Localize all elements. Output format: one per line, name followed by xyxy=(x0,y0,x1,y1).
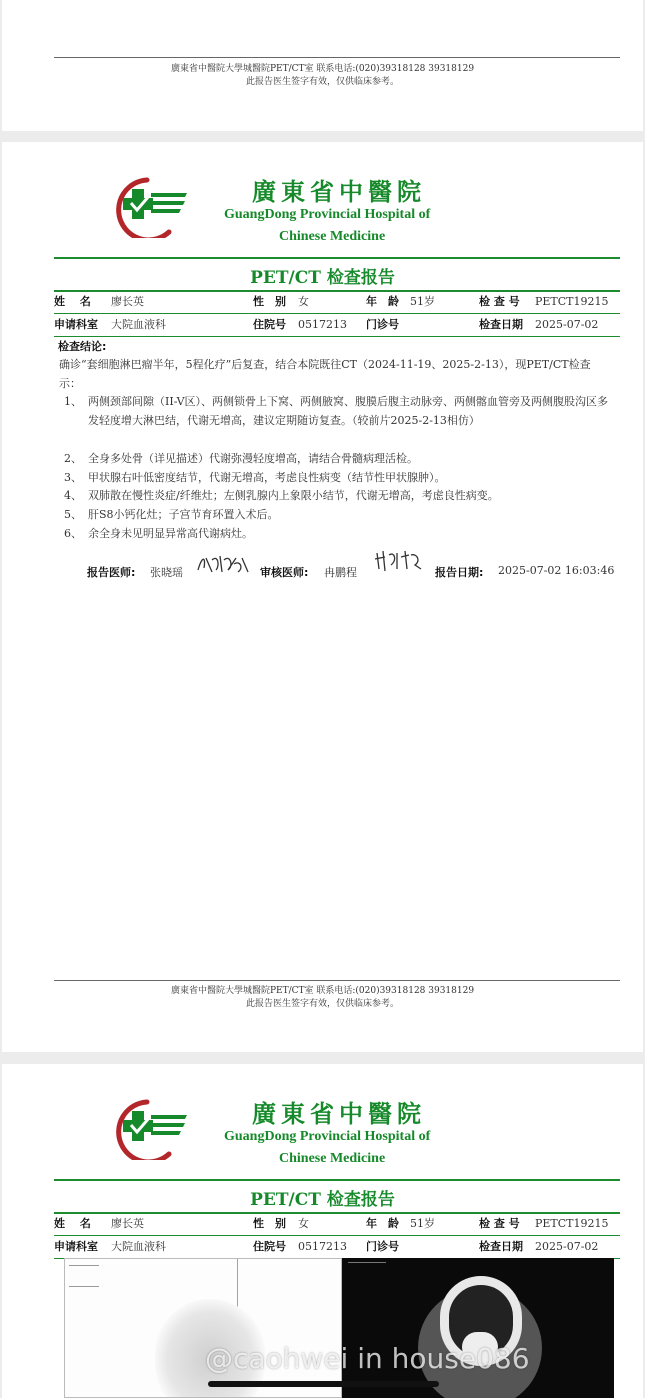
footer-divider xyxy=(54,57,620,58)
item-text: 全身多处骨（详见描述）代谢弥漫轻度增高，请结合骨髓病理活检。 xyxy=(88,452,418,465)
report-doctor: 张晓瑶 xyxy=(150,566,183,579)
patient-age: 51岁 xyxy=(410,295,435,308)
header-divider xyxy=(54,1179,620,1181)
exam-date: 2025-07-02 xyxy=(535,318,599,331)
hospital-name-en-line2: Chinese Medicine xyxy=(279,1151,386,1166)
exam-no-label: 检 查 号 xyxy=(479,1217,520,1230)
report-date: 2025-07-02 16:03:46 xyxy=(498,564,615,577)
conclusion-item xyxy=(64,393,612,430)
patient-sex: 女 xyxy=(298,295,309,308)
item-text: 肝S8小钙化灶；子宫节育环置入术后。 xyxy=(88,508,279,521)
patient-name: 廖长英 xyxy=(111,295,144,308)
inpatient-label: 住院号 xyxy=(253,1240,286,1253)
patient-info-row-1 xyxy=(54,1213,620,1235)
watermark-text: @caohwei in house086 xyxy=(205,1342,530,1375)
item-number: 2、 xyxy=(64,452,82,465)
item-number: 6、 xyxy=(64,527,82,540)
hospital-logo-icon xyxy=(107,176,189,238)
dept-label: 申请科室 xyxy=(54,1240,98,1253)
item-text: 两侧颈部间隙（II-V区）、两侧锁骨上下窝、两侧腋窝、腹膜后腹主动脉旁、两侧髂血管旁及两侧腹股沟区多发轻度增大淋巴结，代谢无增高，建议定期随访复查。（较前片2025-2-13相仿） xyxy=(88,395,609,427)
pet-mip-image xyxy=(64,1258,342,1398)
header-divider xyxy=(54,257,620,259)
conclusion-item xyxy=(64,525,612,544)
review-doctor-label: 审核医师: xyxy=(260,566,309,579)
patient-sex: 女 xyxy=(298,1217,309,1230)
hospital-name-cn: 廣東省中醫院 xyxy=(252,1099,426,1128)
report-page-previous xyxy=(2,0,643,131)
report-doctor-signature-icon xyxy=(194,550,254,578)
report-title: PET/CT 检查报告 xyxy=(250,1190,395,1210)
footer-disclaimer: 此报告医生签字有效，仅供临床参考。 xyxy=(245,999,399,1009)
patient-age: 51岁 xyxy=(410,1217,435,1230)
conclusion-item xyxy=(64,487,612,506)
item-text: 余全身未见明显异常高代谢病灶。 xyxy=(88,527,253,540)
report-page-main xyxy=(2,142,643,1052)
name-label: 姓 名 xyxy=(54,295,91,308)
review-doctor-signature-icon xyxy=(373,547,425,575)
exam-no: PETCT19215 xyxy=(535,1217,609,1230)
age-label: 年 龄 xyxy=(366,1217,399,1230)
item-number: 3、 xyxy=(64,471,82,484)
patient-info-row-2 xyxy=(54,314,620,336)
hospital-logo-icon xyxy=(107,1098,189,1160)
exam-no-label: 检 查 号 xyxy=(479,295,520,308)
inpatient-no: 0517213 xyxy=(298,1240,347,1253)
info-bottom-divider xyxy=(54,336,620,337)
hospital-name-cn: 廣東省中醫院 xyxy=(252,177,426,206)
name-label: 姓 名 xyxy=(54,1217,91,1230)
item-number: 5、 xyxy=(64,508,82,521)
sex-label: 性 别 xyxy=(253,295,286,308)
exam-date: 2025-07-02 xyxy=(535,1240,599,1253)
patient-dept: 大院血液科 xyxy=(111,1240,166,1253)
conclusion-label: 检查结论: xyxy=(58,340,107,353)
age-label: 年 龄 xyxy=(366,295,399,308)
dept-label: 申请科室 xyxy=(54,318,98,331)
ct-axial-image xyxy=(342,1258,614,1398)
hospital-name-en-line1: GuangDong Provincial Hospital of xyxy=(224,1129,431,1144)
sex-label: 性 别 xyxy=(253,1217,286,1230)
conclusion-intro: 确诊“套细胞淋巴瘤半年，5程化疗”后复查，结合本院既往CT（2024-11-19、2025-2-13），现PET/CT检查示： xyxy=(59,358,591,390)
patient-name: 廖长英 xyxy=(111,1217,144,1230)
hospital-name-en-line1: GuangDong Provincial Hospital of xyxy=(224,207,431,222)
item-number: 4、 xyxy=(64,489,82,502)
patient-dept: 大院血液科 xyxy=(111,318,166,331)
report-date-label: 报告日期: xyxy=(435,566,484,579)
outpatient-label: 门诊号 xyxy=(366,318,399,331)
review-doctor: 冉鹏程 xyxy=(324,566,357,579)
item-number: 1、 xyxy=(64,395,82,408)
report-doctor-label: 报告医师: xyxy=(87,566,136,579)
footer-contact: 廣東省中醫院大學城醫院PET/CT室 联系电话:(020)39318128 39318129 xyxy=(170,64,475,74)
hospital-name-en-line2: Chinese Medicine xyxy=(279,229,386,244)
conclusion-item xyxy=(64,469,612,488)
item-text: 双肺散在慢性炎症/纤维灶；左侧乳腺内上象限小结节，代谢无增高，考虑良性病变。 xyxy=(88,489,499,502)
inpatient-no: 0517213 xyxy=(298,318,347,331)
home-indicator[interactable] xyxy=(208,1381,439,1387)
report-title: PET/CT 检查报告 xyxy=(250,268,395,288)
exam-date-label: 检查日期 xyxy=(479,1240,523,1253)
footer-divider xyxy=(54,980,620,981)
patient-info-row-1 xyxy=(54,291,620,313)
patient-info-row-2 xyxy=(54,1236,620,1258)
footer-contact: 廣東省中醫院大學城醫院PET/CT室 联系电话:(020)39318128 39318129 xyxy=(170,986,475,996)
exam-date-label: 检查日期 xyxy=(479,318,523,331)
outpatient-label: 门诊号 xyxy=(366,1240,399,1253)
item-text: 甲状腺右叶低密度结节，代谢无增高，考虑良性病变（结节性甲状腺肿）。 xyxy=(88,471,446,484)
inpatient-label: 住院号 xyxy=(253,318,286,331)
conclusion-item xyxy=(64,450,612,469)
conclusion-item xyxy=(64,506,612,525)
footer-disclaimer: 此报告医生签字有效，仅供临床参考。 xyxy=(245,77,399,87)
exam-no: PETCT19215 xyxy=(535,295,609,308)
